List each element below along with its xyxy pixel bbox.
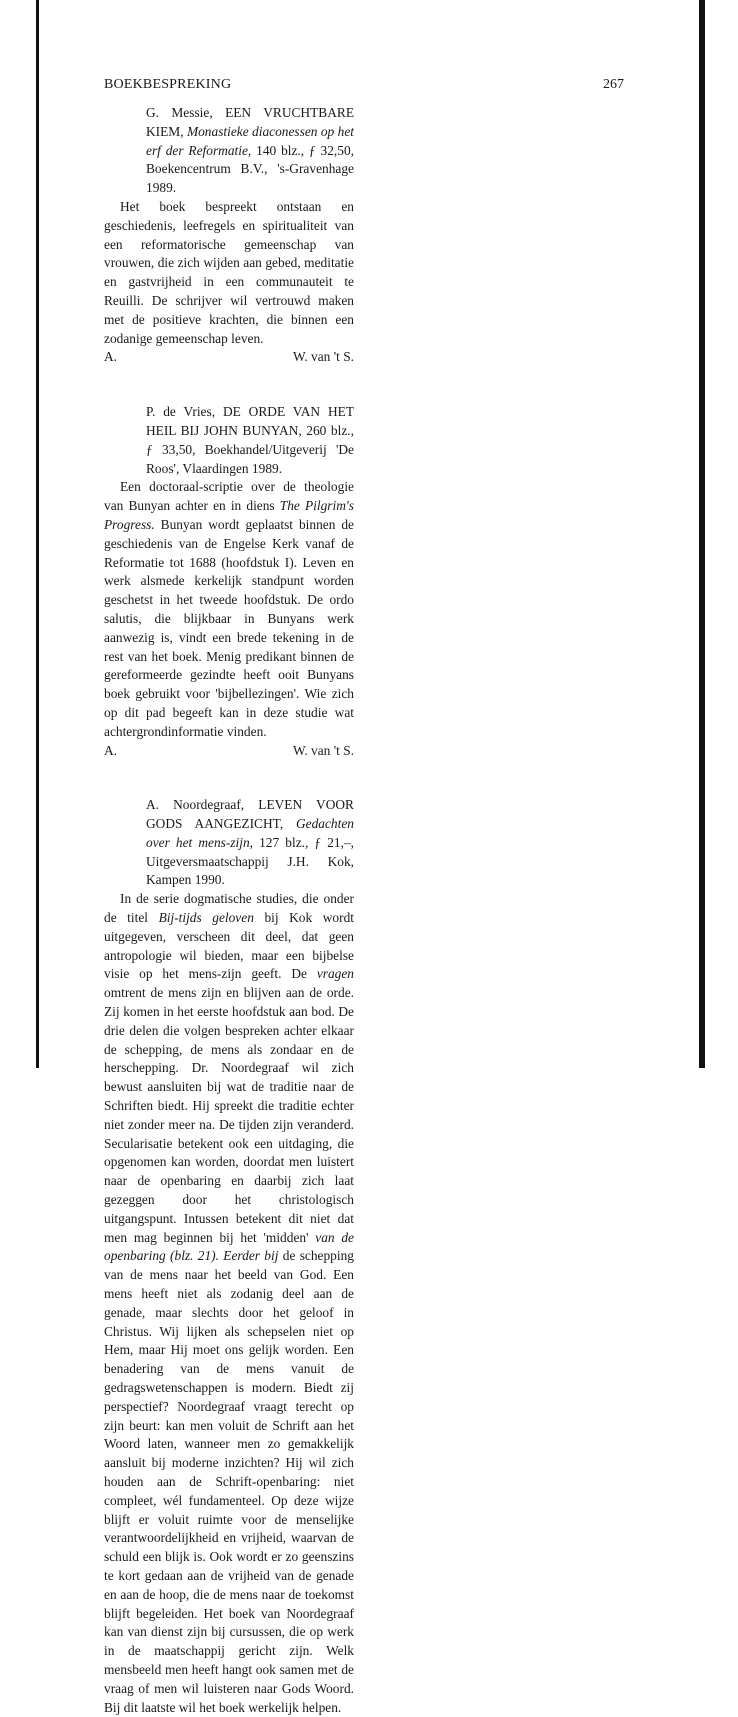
review-2-signature: A. W. van 't S.	[104, 742, 354, 761]
review-3-biblio: A. Noordegraaf, LEVEN VOOR GODS AANGEZICHT, Gedachten over het mens-zijn, 127 blz., ƒ 21,–, Uitgeversmaatschappij J.H. Kok, Kampen 1990.	[146, 797, 354, 888]
review-3-title: LEVEN VOOR GODS AANGEZICHT,	[146, 797, 354, 832]
running-title: BOEKBESPREKING	[104, 77, 232, 92]
reviewer-name: W. van 't S.	[292, 349, 354, 365]
left-column	[104, 104, 354, 1717]
review-3-body: In de serie dogmatische studies, die onder de titel Bij-tijds geloven bij Kok wordt uitgegeven, verscheen dit deel, dat geen antropologie wil bieden, maar een bijbelse visie op het mens-zijn geeft. De vragen omtrent de mens zijn en blijven aan de orde. Zij komen in het eerste hoofdstuk aan bod. De drie delen die volgen bespreken achter elkaar de schepping, de mens als zondaar en de herschepping. Dr. Noordegraaf wil zich bewust aansluiten bij wat de traditie naar de Schriften biedt. Hij spreekt die traditie echter niet zonder meer na. De tijden zijn veranderd. Secularisatie betekent ook een uitdaging, die opgenomen kan worden, doordat men luistert naar de openbaring en daarbij zich laat gezeggen door het christologisch uitgangspunt. Intussen betekent dit niet dat men mag beginnen bij het 'midden' van de openbaring (blz. 21). Eerder bij de schepping van de mens naar het beeld van God. Een mens heeft niet als zodanig deel aan de genade, maar slechts door het geloof in Christus. Wij lijken als schepselen niet op Hem, maar Hij moet ons gelijk worden. Een benadering van de mens vanuit de gedragswetenschappen is modern. Biedt zij perspectief? Noordegraaf vraagt terecht op zijn beurt: kan men voluit de Schrift aan het Woord laten, wanneer men zo gemakkelijk aansluit bij moderne inzichten? Hij wil zich houden aan de Schrift-openbaring: niet compleet, wél fundamenteel. Op deze wijze blijft er voluit ruimte voor de menselijke verantwoordelijkheid en vrijheid, waarvan de schuld een blijk is. Ook wordt er zo geenszins te kort gedaan aan de vrijheid van de genade en aan de hoop, die de mens naar de toekomst blijft begeleiden. Het boek van Noordegraaf kan van dienst zijn bij cursussen, die op werk in de maatschappij gericht zijn. Welk mensbeeld men heeft hangt ook samen met de vraag of men wil luisteren naar Gods Woord. Bij dit laatste wil het boek werkelijk helpen.	[104, 891, 355, 1715]
review-2-biblio: P. de Vries, DE ORDE VAN HET HEIL BIJ JOHN BUNYAN, 260 blz., ƒ 33,50, Boekhandel/Uitgeverij 'De Roos', Vlaardingen 1989.	[146, 404, 354, 476]
page-number: 267	[603, 77, 624, 92]
scan-edge-right	[699, 0, 705, 1068]
review-1-biblio: G. Messie, EEN VRUCHTBARE KIEM, Monastieke diaconessen op het erf der Reformatie, 140 blz., ƒ 32,50, Boekencentrum B.V., 's-Gravenhage 1989.	[146, 105, 354, 196]
review-1-signature: A. W. van 't S.	[104, 348, 354, 367]
review-1-subtitle: Monastieke diaconessen op het erf der Reformatie,	[146, 123, 354, 158]
review-2-title: DE ORDE VAN HET HEIL BIJ JOHN BUNYAN,	[146, 404, 354, 438]
review-2-body: Een doctoraal-scriptie over de theologie van Bunyan achter en in diens The Pilgrim's Progress. Bunyan wordt geplaatst binnen de geschiedenis van de Engelse Kerk vanaf de Reformatie tot 1688 (hoofdstuk I). Leven en werk alsmede kerkelijk standpunt worden geschetst in het tweede hoofdstuk. De ordo salutis, die blijkbaar in Bunyans werk aanwezig is, vindt een brede tekening in de rest van het boek. Menig predikant binnen de gereformeerde gezindte heeft ooit Bunyans boek gebruikt voor 'bijbellezingen'. Wie zich op dit pad begeeft kan in deze studie wat achtergrondinformatie vinden.	[104, 479, 354, 739]
review-1-body: Het boek bespreekt ontstaan en geschiedenis, leefregels en spiritualiteit van een reformatorische gemeenschap van vrouwen, die zich wijden aan gebed, meditatie en gastvrijheid in een communauteit te Reuilli. De schrijver wil vertrouwd maken met de positieve krachten, die binnen een zodanige gemeenschap leven.	[104, 198, 354, 346]
scan-edge-left	[36, 0, 39, 1068]
review-1-title: EEN VRUCHTBARE KIEM,	[146, 105, 354, 139]
reviewer-name: W. van 't S.	[292, 742, 354, 758]
review-3-subtitle: Gedachten over het mens-zijn,	[146, 816, 354, 850]
